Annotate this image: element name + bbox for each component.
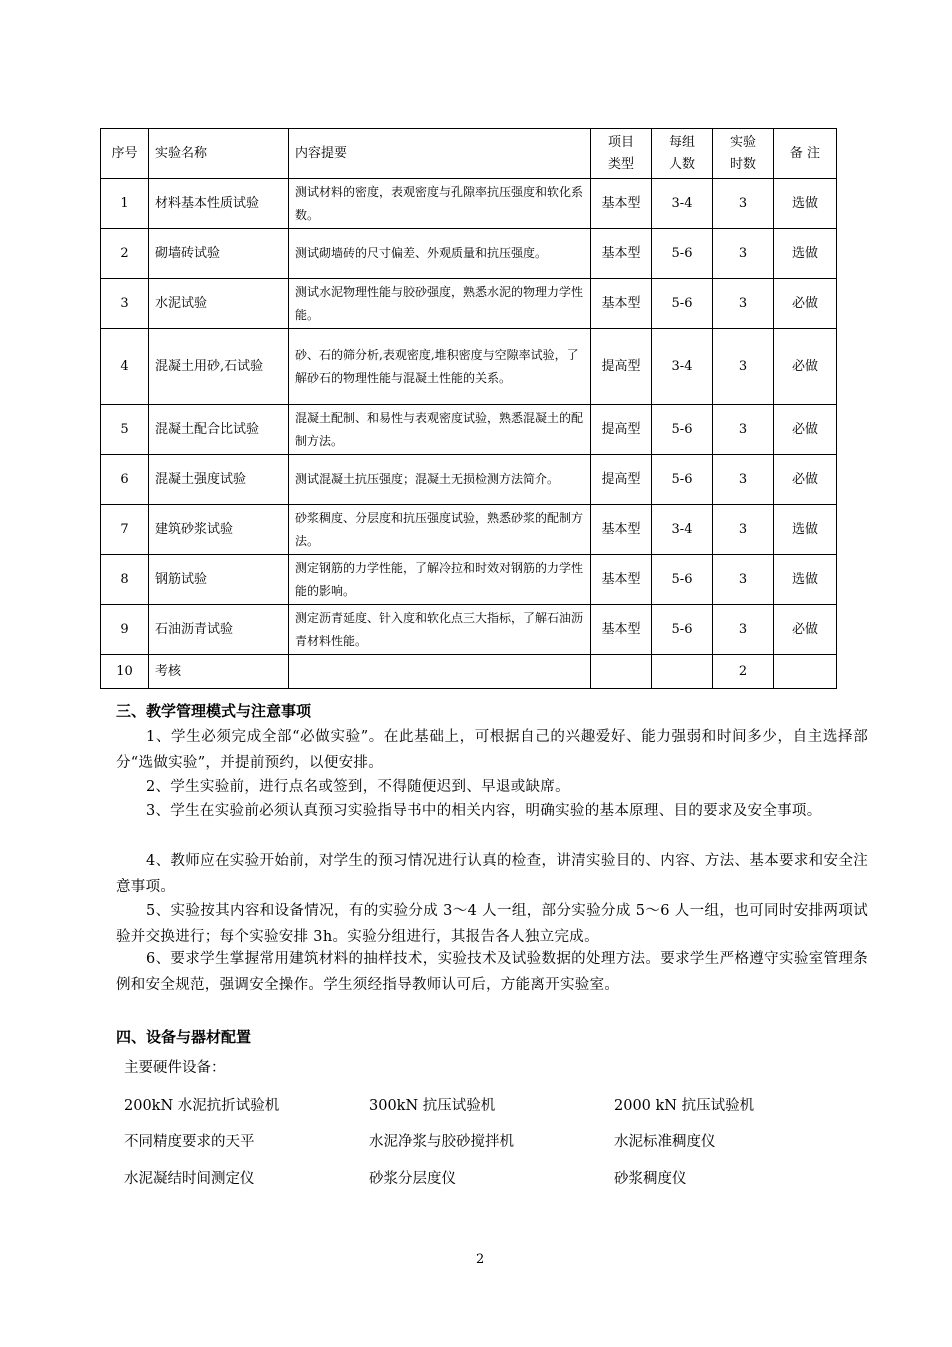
remark: 选做 [774, 505, 837, 555]
group-size: 3-4 [652, 329, 713, 405]
project-type: 基本型 [591, 179, 652, 229]
table-row [101, 405, 837, 455]
experiment-table [100, 128, 837, 689]
equipment-item: 水泥凝结时间测定仪 [124, 1171, 255, 1187]
section3-paragraph-5: 5、实验按其内容和设备情况，有的实验分成 3～4 人一组，部分实验分成 5～6 人一组，也可同时安排两项试验并交换进行；每个实验安排 3h。实验分组进行，其报告各人独立完成。 [116, 903, 868, 945]
row-number: 4 [101, 329, 149, 405]
remark: 必做 [774, 405, 837, 455]
project-type [591, 655, 652, 689]
header-hours-line1: 实验 [729, 134, 756, 150]
content-summary: 砂浆稠度、分层度和抗压强度试验，熟悉砂浆的配制方法。 [289, 505, 591, 555]
equipment-item: 砂浆分层度仪 [369, 1171, 456, 1187]
section3-paragraph-4: 4、教师应在实验开始前，对学生的预习情况进行认真的检查，讲清实验目的、内容、方法、基本要求和安全注意事项。 [116, 853, 868, 895]
content-summary: 测试水泥物理性能与胶砂强度，熟悉水泥的物理力学性能。 [289, 279, 591, 329]
section4-title: 四、设备与器材配置 [116, 1028, 252, 1046]
experiment-name: 材料基本性质试验 [149, 179, 289, 229]
header-hours [713, 129, 774, 179]
equipment-item: 300kN 抗压试验机 [369, 1098, 496, 1114]
table-row [101, 555, 837, 605]
group-size: 5-6 [652, 405, 713, 455]
header-note: 备 注 [774, 129, 837, 179]
row-number: 1 [101, 179, 149, 229]
lab-hours: 3 [713, 605, 774, 655]
equipment-item: 水泥净浆与胶砂搅拌机 [369, 1134, 514, 1150]
content-summary: 测试混凝土抗压强度；混凝土无损检测方法简介。 [289, 455, 591, 505]
group-size: 5-6 [652, 279, 713, 329]
table-row [101, 279, 837, 329]
equipment-intro: 主要硬件设备： [124, 1060, 226, 1076]
table-row [101, 655, 837, 689]
row-number: 9 [101, 605, 149, 655]
equipment-item: 水泥标准稠度仪 [614, 1134, 716, 1150]
table-header-row [101, 129, 837, 179]
lab-hours: 2 [713, 655, 774, 689]
lab-hours: 3 [713, 329, 774, 405]
remark: 选做 [774, 179, 837, 229]
project-type: 基本型 [591, 229, 652, 279]
equipment-item: 200kN 水泥抗折试验机 [124, 1098, 280, 1114]
group-size: 3-4 [652, 505, 713, 555]
experiment-name: 砌墙砖试验 [149, 229, 289, 279]
group-size: 5-6 [652, 555, 713, 605]
remark: 必做 [774, 605, 837, 655]
table-row [101, 229, 837, 279]
remark: 必做 [774, 279, 837, 329]
header-people-line1: 每组 [668, 134, 695, 150]
equipment-row [124, 1130, 864, 1154]
remark [774, 655, 837, 689]
header-content: 内容提要 [289, 129, 591, 179]
experiment-name: 水泥试验 [149, 279, 289, 329]
project-type: 基本型 [591, 505, 652, 555]
content-summary: 砂、石的筛分析,表观密度,堆积密度与空隙率试验，了解砂石的物理性能与混凝土性能的关系。 [289, 329, 591, 405]
content-summary: 测试砌墙砖的尺寸偏差、外观质量和抗压强度。 [289, 229, 591, 279]
row-number: 7 [101, 505, 149, 555]
remark: 必做 [774, 329, 837, 405]
group-size [652, 655, 713, 689]
header-people [652, 129, 713, 179]
experiment-name: 钢筋试验 [149, 555, 289, 605]
section3-paragraph-6: 6、要求学生掌握常用建筑材料的抽样技术，实验技术及试验数据的处理方法。要求学生严格遵守实验室管理条例和安全规范，强调安全操作。学生须经指导教师认可后，方能离开实验室。 [116, 951, 868, 993]
project-type: 提高型 [591, 405, 652, 455]
equipment-item: 砂浆稠度仪 [614, 1171, 687, 1187]
table-row [101, 505, 837, 555]
content-summary: 测试材料的密度，表观密度与孔隙率抗压强度和软化系数。 [289, 179, 591, 229]
section3-paragraph-2: 2、学生实验前，进行点名或签到，不得随便迟到、早退或缺席。 [146, 779, 570, 795]
project-type: 提高型 [591, 455, 652, 505]
section3-paragraph-1: 1、学生必须完成全部“必做实验”。在此基础上，可根据自己的兴趣爱好、能力强弱和时间多少，自主选择部分“选做实验”，并提前预约，以便安排。 [116, 729, 868, 771]
page-number: 2 [476, 1252, 485, 1267]
row-number: 10 [101, 655, 149, 689]
remark: 选做 [774, 555, 837, 605]
project-type: 基本型 [591, 279, 652, 329]
row-number: 2 [101, 229, 149, 279]
lab-hours: 3 [713, 279, 774, 329]
row-number: 8 [101, 555, 149, 605]
experiment-name: 石油沥青试验 [149, 605, 289, 655]
equipment-row [124, 1167, 864, 1191]
header-type-line2: 类型 [607, 156, 634, 172]
row-number: 5 [101, 405, 149, 455]
section3-title: 三、教学管理模式与注意事项 [116, 702, 312, 720]
header-hours-line2: 时数 [729, 156, 756, 172]
table-row [101, 329, 837, 405]
experiment-name: 混凝土配合比试验 [149, 405, 289, 455]
row-number: 6 [101, 455, 149, 505]
group-size: 5-6 [652, 229, 713, 279]
project-type: 提高型 [591, 329, 652, 405]
content-summary: 测定钢筋的力学性能，了解冷拉和时效对钢筋的力学性能的影响。 [289, 555, 591, 605]
project-type: 基本型 [591, 555, 652, 605]
experiment-name: 混凝土用砂,石试验 [149, 329, 289, 405]
remark: 必做 [774, 455, 837, 505]
table-row [101, 605, 837, 655]
remark: 选做 [774, 229, 837, 279]
header-type-line1: 项目 [607, 134, 634, 150]
group-size: 5-6 [652, 605, 713, 655]
lab-hours: 3 [713, 555, 774, 605]
project-type: 基本型 [591, 605, 652, 655]
group-size: 3-4 [652, 179, 713, 229]
row-number: 3 [101, 279, 149, 329]
content-summary [289, 655, 591, 689]
header-people-line2: 人数 [668, 156, 695, 172]
table-row [101, 455, 837, 505]
header-type [591, 129, 652, 179]
lab-hours: 3 [713, 405, 774, 455]
group-size: 5-6 [652, 455, 713, 505]
lab-hours: 3 [713, 505, 774, 555]
experiment-name: 建筑砂浆试验 [149, 505, 289, 555]
experiment-name: 考核 [149, 655, 289, 689]
equipment-item: 不同精度要求的天平 [124, 1134, 255, 1150]
lab-hours: 3 [713, 179, 774, 229]
table-row [101, 179, 837, 229]
equipment-row [124, 1094, 864, 1118]
lab-hours: 3 [713, 229, 774, 279]
content-summary: 混凝土配制、和易性与表观密度试验，熟悉混凝土的配制方法。 [289, 405, 591, 455]
header-name: 实验名称 [149, 129, 289, 179]
header-seq: 序号 [101, 129, 149, 179]
content-summary: 测定沥青延度、针入度和软化点三大指标，了解石油沥青材料性能。 [289, 605, 591, 655]
experiment-name: 混凝土强度试验 [149, 455, 289, 505]
section3-paragraph-3: 3、学生在实验前必须认真预习实验指导书中的相关内容，明确实验的基本原理、目的要求及安全事项。 [146, 803, 822, 819]
lab-hours: 3 [713, 455, 774, 505]
equipment-item: 2000 kN 抗压试验机 [614, 1098, 755, 1114]
